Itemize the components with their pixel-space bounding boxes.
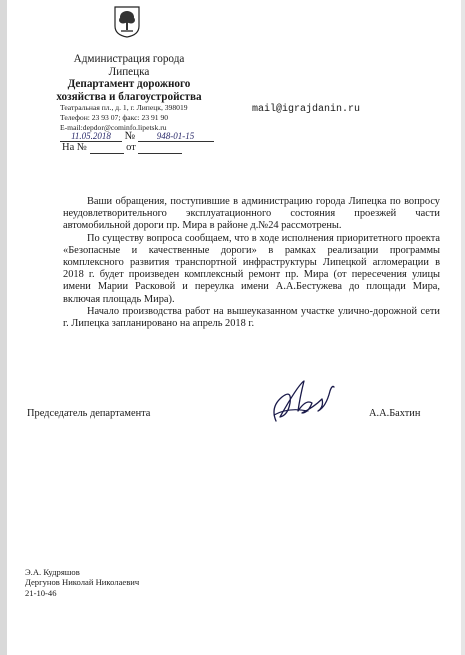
registration-number-label: № (124, 130, 135, 142)
signatory-title: Председатель департамента (27, 408, 151, 419)
body-paragraph-2: По существу вопроса сообщаем, что в ходе исполнения приоритетного проекта «Безопасные и качественные дороги» в рамках реализации программы комплексного развития транспортной инфраструктуры Липецкой агломерации в 2018 г. будет произведен комплексный ремонт пр. Мира (от пересечения улицы имени Марии Расковой и переулка имени А.А.Бестужева до площади Мира, включая площадь Мира). (63, 232, 440, 305)
reference-from-label: от (126, 142, 136, 153)
body-paragraph-3: Начало производства работ на вышеуказанном участке улично-дорожной сети г. Липецка запланировано на апрель 2018 г. (63, 305, 440, 330)
letter-body (63, 196, 440, 330)
reference-label: На № (62, 142, 87, 153)
registration-date: 11.05.2018 (60, 131, 122, 142)
letterhead (40, 53, 218, 132)
dept-name-line2: хозяйства и благоустройства (56, 90, 202, 103)
reference-date-blank (138, 142, 182, 154)
signatory-name: А.А.Бахтин (369, 408, 421, 419)
executor-info (25, 567, 139, 598)
executor-line1: Э.А. Кудряшов (25, 567, 80, 577)
org-name-line2: Липецка (108, 65, 150, 78)
handwritten-signature (268, 377, 338, 427)
coat-of-arms-emblem (114, 6, 140, 38)
registration-number: 948-01-15 (138, 131, 214, 142)
executor-phone: 21-10-46 (25, 587, 57, 598)
dept-name-line1: Департамент дорожного (67, 78, 191, 91)
recipient-email: mail@igrajdanin.ru (252, 104, 361, 115)
dept-address: Театральная пл., д. 1, г. Липецк, 398019 (60, 103, 188, 113)
dept-phones: Телефон: 23 93 07; факс: 23 91 90 (60, 112, 169, 122)
scan-right-edge (461, 0, 465, 655)
registration-line (60, 130, 214, 142)
body-paragraph-1: Ваши обращения, поступившие в администрацию города Липецка по вопросу неудовлетворительного эксплуатационного состояния проезжей части автомобильной дороги пр. Мира в районе д.№24 рассмотрены. (63, 196, 440, 232)
scan-left-edge (0, 0, 7, 655)
executor-line2: Дергунов Николай Николаевич (25, 577, 140, 588)
org-name-line1: Администрация города (73, 53, 185, 65)
reference-number-blank (90, 142, 124, 154)
dept-email: E-mail:depdor@cominfo.lipetsk.ru (60, 122, 167, 132)
reference-line (62, 142, 182, 154)
